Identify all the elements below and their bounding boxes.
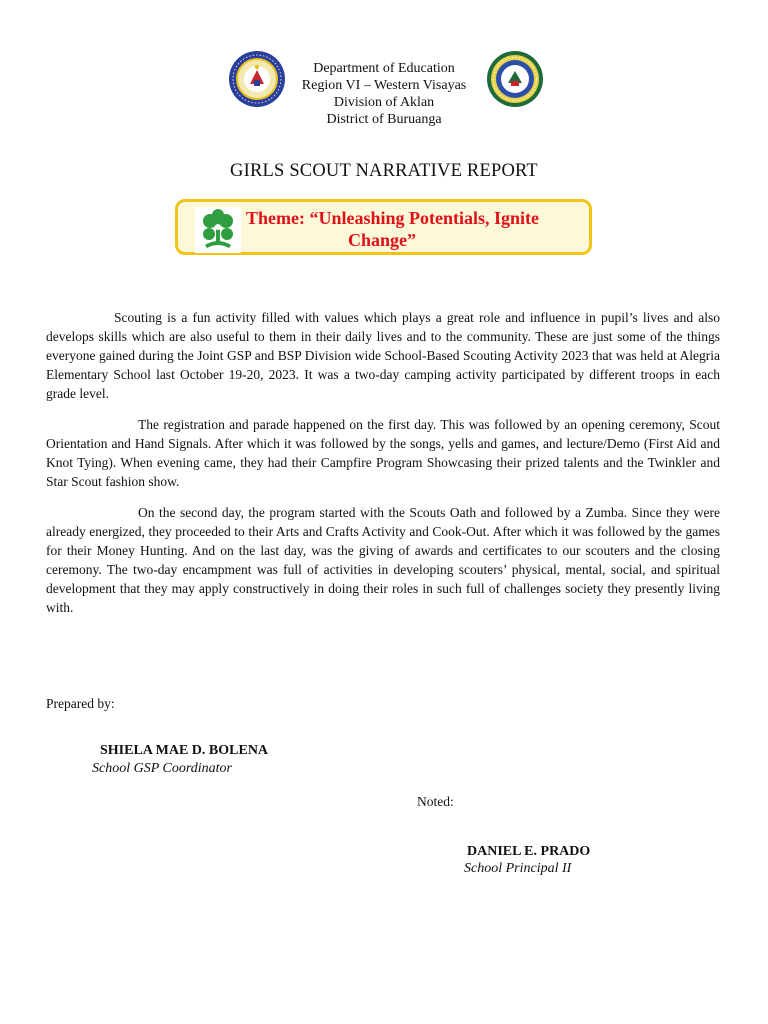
prepared-by-label: Prepared by:: [46, 696, 115, 711]
report-title: GIRLS SCOUT NARRATIVE REPORT: [230, 161, 538, 181]
theme-text: [246, 207, 586, 251]
theme-line-2: Change”: [348, 230, 417, 250]
theme-line-1: Theme: “Unleashing Potentials, Ignite: [246, 208, 540, 228]
school-seal-icon: [486, 50, 544, 108]
noter-name: DANIEL E. PRADO: [467, 844, 591, 859]
letterhead-line: Division of Aklan: [333, 95, 435, 110]
body-paragraph: Scouting is a fun activity filled with values which plays a great role and influence in pupil’s lives and also develops skills which are also useful to them in their daily lives and to the community. These are just some of the things everyone gained during the Joint GSP and BSP Division wide School-Based Scouting Activity 2023 that was held at Alegria Elementary School last October 19-20, 2023. It was a two-day camping activity participated by different troops in each grade level.: [46, 310, 720, 401]
letterhead-line: Department of Education: [313, 61, 455, 76]
preparer-name: SHIELA MAE D. BOLENA: [100, 743, 269, 758]
letterhead: [284, 60, 484, 128]
noted-by-label: Noted:: [417, 794, 454, 809]
preparer-role: School GSP Coordinator: [92, 761, 233, 776]
deped-seal-icon: [228, 50, 286, 108]
clover-wrap: [195, 207, 241, 253]
letterhead-line: District of Buruanga: [326, 112, 442, 127]
body-paragraph: On the second day, the program started with the Scouts Oath and followed by a Zumba. Since they were already energized, they proceeded to their Arts and Crafts Activity and Cook-Out. After which it was followed by the games for their Money Hunting. And on the last day, was the giving of awards and certificates to our scouters and the closing ceremony. The two-day encampment was full of activities in developing scouters’ physical, mental, social, and spiritual development that they may apply constructively in doing their roles in such full of challenges society they presently living with.: [46, 505, 720, 615]
noter-role: School Principal II: [464, 861, 572, 876]
body-paragraph: The registration and parade happened on the first day. This was followed by an opening ceremony, Scout Orientation and Hand Signals. After which it was followed by the songs, yells and games, and lecture/Demo (First Aid and Knot Tying). When evening came, they had their Campfire Program Showcasing their prized talents and the Twinkler and Star Scout fashion show.: [46, 417, 720, 489]
narrative-body: [46, 308, 720, 629]
theme-box: [175, 199, 592, 255]
letterhead-line: Region VI – Western Visayas: [301, 78, 467, 93]
trefoil-clover-icon: [195, 207, 241, 253]
